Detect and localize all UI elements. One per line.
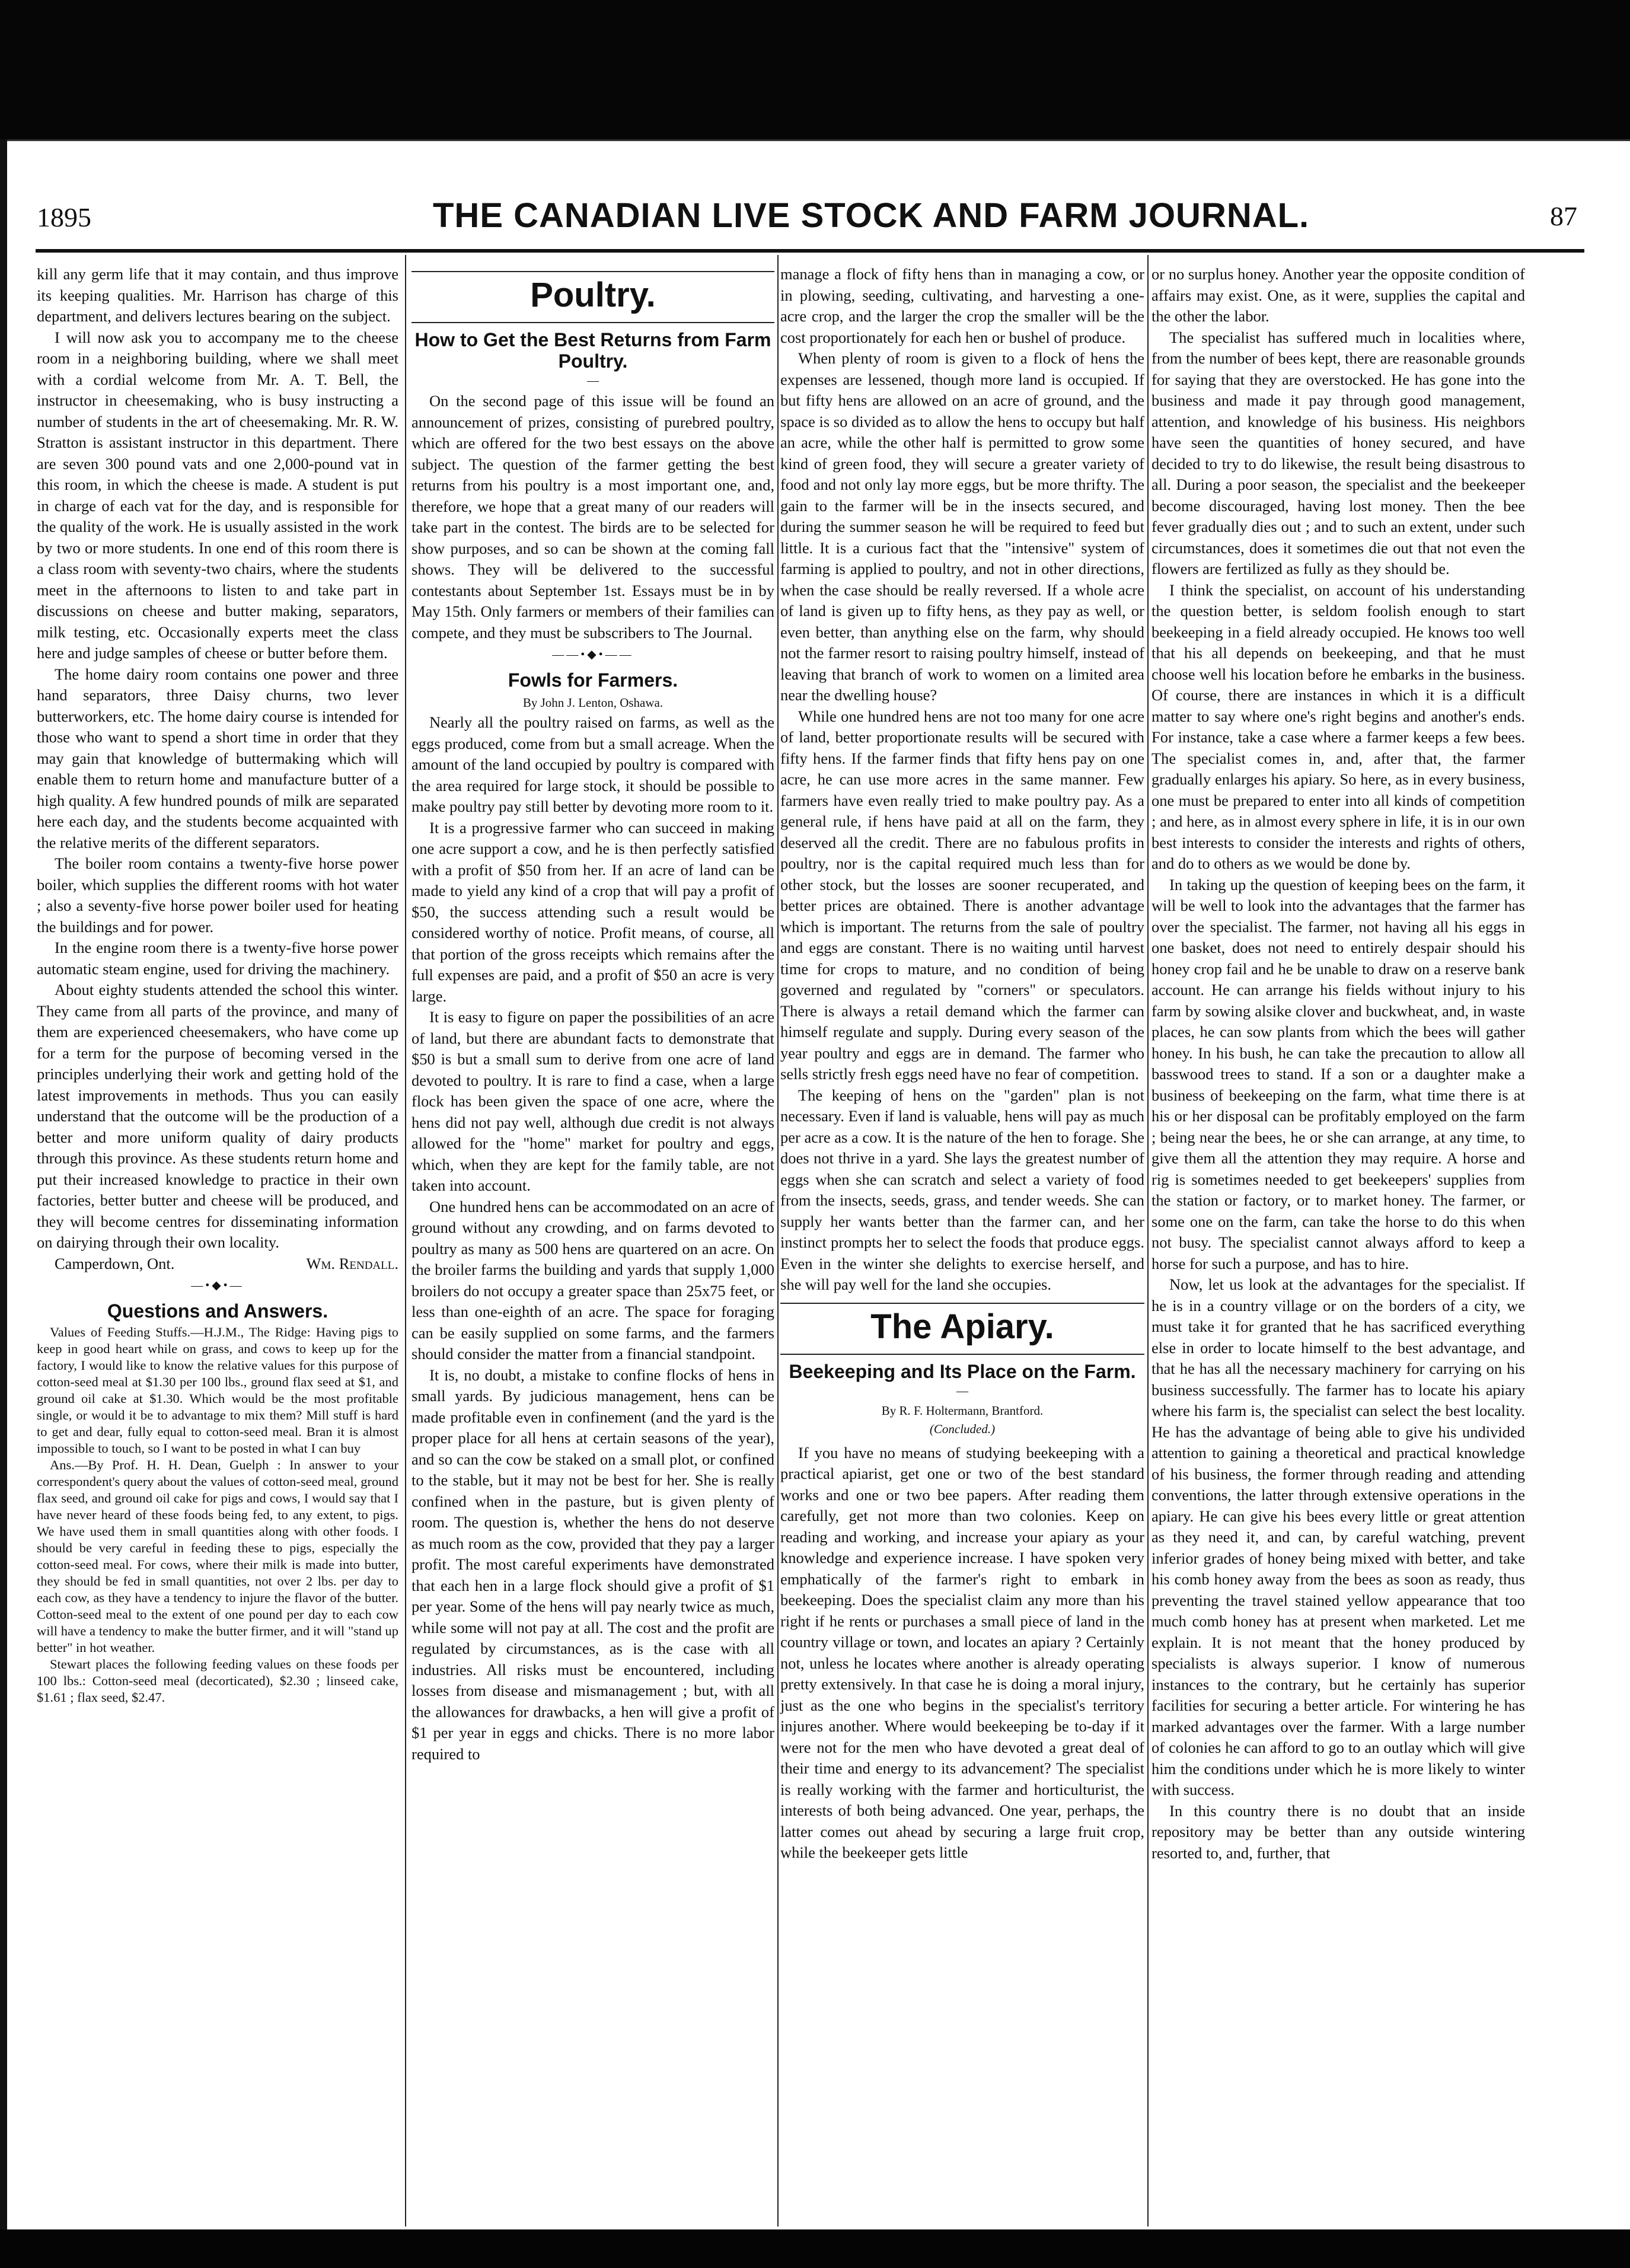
paragraph: While one hundred hens are not too many for one acre of land, better proportionate results will be secured with fifty hens. If the farmer finds that fifty hens pay on one acre, he can use more acres in the same manner. Few farmers have even really tried to make poultry pay. As a general rule, if hens have paid at all on the farm, they deserved all the credit. There are no fabulous profits in poultry, nor is the capital required much less than for other stock, but the losses are sooner recuperated, and better prices are obtained. There is another advantage which is important. The returns from the sale of poultry and eggs are constant. There is no waiting until harvest time for crops to mature, and no condition of being governed and regulated by "corners" or speculators. There is always a retail demand which the farmer can himself regulate and supply. During every season of the year poultry and eggs are in demand. The farmer who sells strictly fresh eggs need have no fear of competition.: [780, 707, 1144, 1083]
paragraph: kill any germ life that it may contain, and thus improve its keeping qualities. Mr. Harrison has charge of this department, and delivers lectures bearing on the subject.: [37, 265, 398, 325]
paragraph: In taking up the question of keeping bees on the farm, it will be well to look into the advantages that the farmer has over the specialist. The farmer, not having all his eggs in one basket, does not need to entirely despair should his honey crop fail and he be unable to draw on a reserve bank account. He can arrange his fields without injury to his farm by sowing alsike clover and buckwheat, and, in waste places, he can sow plants from which the bees will gather honey. In his bush, he can take the precaution to allow all basswood trees to stand. If a son or a daughter make a business of beekeeping on the farm, what time there is at his or her disposal can be profitably employed on the farm ; being near the bees, he or she can arrange, at any time, to give them all the attention they may require. A horse and rig is sometimes needed to get beekeepers' supplies from the station or factory, or to market honey. The farmer, or some one on the farm, can take the horse to do this when not busy. The specialist cannot always afford to keep a horse for such a purpose, and has to hire.: [1151, 875, 1525, 1272]
column-2: [412, 264, 774, 1765]
title-dash: —: [587, 374, 599, 387]
qa-answer: Stewart places the following feeding values on these foods per 100 lbs.: Cotton-seed meal (decorticated), $2.30 ; linseed cake, $1.61 ; flax seed, $2.47.: [37, 1657, 398, 1705]
column-rule: [1147, 255, 1149, 2226]
qa-heading: Questions and Answers.: [107, 1300, 328, 1322]
qa-answer: Ans.—By Prof. H. H. Dean, Guelph : In answer to your correspondent's query about the values of cotton-seed meal, ground flax seed, and ground oil cake for pigs and cows, I would say that I have never heard of these foods being fed, to any extent, to pigs. We have used them in small quantities along with other foods. I should be very careful in feeding these to pigs, especially the cotton-seed meal. For cows, where their milk is made into butter, they should be fed in small quantities, not over 2 lbs. per day to each cow, as they have a tendency to injure the flavor of the butter. Cotton-seed meal to the extent of one pound per day to each cow will have a tendency to make the butter firmer, and it will "stand up better" in hot weather.: [37, 1457, 398, 1655]
paragraph: One hundred hens can be accommodated on an acre of ground without any crowding, and on farms devoted to poultry as many as 500 hens are quartered on an acre. On the broiler farms the building and yards that supply 1,000 broilers do not occupy a greater space than 25x75 feet, or less than one-eighth of an acre. The space for foraging can be easily supplied on some farms, and the farmers should consider the matter from a financial standpoint.: [412, 1197, 774, 1363]
paragraph: It is a progressive farmer who can succeed in making one acre support a cow, and he is then perfectly satisfied with a profit of $50 from her. If an acre of land can be made to yield any kind of a crop that will pay a profit of $50, the success attending such a result would be considered worthy of notice. Profit means, of course, all that portion of the gross receipts which remains after the full expenses are paid, and a profit of $50 an acre is very large.: [412, 818, 774, 1005]
section-heading-apiary: The Apiary.: [870, 1307, 1054, 1346]
paragraph: The keeping of hens on the "garden" plan is not necessary. Even if land is valuable, hens will pay as much per acre as a cow. It is the nature of the hen to forage. She does not thrive in a yard. She lays the greatest number of eggs when she can scratch and select a variety of food from the insects, seeds, grass, and tender weeds. She can supply her wants better than the farmer can, and her instinct prompts her to select the foods that produce eggs. Even in the winter she delights to exercise herself, and she will pay well for the land she occupies.: [780, 1086, 1144, 1293]
scan-border-bottom: [0, 2229, 1630, 2268]
paragraph: It is easy to figure on paper the possibilities of an acre of land, but there are abundant facts to demonstrate that $50 is but a small sum to derive from one acre of land devoted to poultry. It is rare to find a case, when a large flock has been given the space of one acre, where the hens did not pay well, although due credit is not always allowed for the "home" market for poultry and eggs, which, when they are kept for the family table, are not taken into account.: [412, 1008, 774, 1194]
paragraph: If you have no means of studying beekeeping with a practical apiarist, get one or two of the best standard works and one or two bee papers. After reading them carefully, get not more than two colonies. Keep on reading and working, and increase your apiary as your knowledge and experience increase. I have spoken very emphatically of the farmer's right to embark in beekeeping. Does the specialist claim any more than his right if he rents or purchases a small piece of land in the country village or town, and locates an apiary ? Certainly not, unless he locates where another is already operating pretty extensively. In that case he is doing a moral injury, just as the one who begins in the specialist's territory injures another. Where would beekeeping be to-day if it were not for the men who have devoted a great deal of their time and energy to its advancement? The specialist is really working with the farmer and horticulturist, the interests of both being advanced. One year, perhaps, the latter comes out ahead by securing a large fruit crop, while the beekeeper gets little: [780, 1443, 1144, 1861]
column-1: [37, 264, 398, 1706]
column-rule: [405, 255, 406, 2226]
concluded-note: (Concluded.): [929, 1421, 996, 1436]
paragraph: manage a flock of fifty hens than in managing a cow, or in plowing, seeding, cultivating, and harvesting a one-acre crop, and the larger the crop the smaller will be the cost proportionately for each hen or bushel of produce.: [780, 265, 1144, 346]
column-rule: [777, 255, 779, 2226]
byline: By John J. Lenton, Oshawa.: [522, 696, 664, 710]
header-year: 1895: [37, 202, 91, 232]
signature-place: Camperdown, Ont.: [55, 1254, 175, 1272]
paragraph: I think the specialist, on account of his understanding the question better, is seldom foolish enough to start beekeeping in a field already occupied. He knows too well that his all depends on beekeeping, and that he must choose well his location before he embarks in the business. Of course, there are instances in which it is a difficult matter to say where one's right begins and another's ends. For instance, take a case where a farmer keeps a few bees. The specialist comes in, and, after that, the farmer gradually enlarges his apiary. So here, as in every business, one must be prepared to enter into all kinds of competition ; and here, as in almost every sphere in life, it is in our own best interests to consider the interests and rights of others, and do to others as we would be done by.: [1151, 580, 1525, 872]
paragraph: I will now ask you to accompany me to the cheese room in a neighboring building, where we shall meet with a cordial welcome from Mr. A. T. Bell, the instructor in cheesemaking, who is busy instructing a number of students in the art of cheesemaking. Mr. R. W. Stratton is assistant instructor in this department. There are seven 300 pound vats and one 2,000-pound vat in this room, in which the cheese is made. A student is put in charge of each vat for the day, and is responsible for the quality of the work. He is usually assisted in the work by two or more students. In one end of this room there is a class room with seventy-two chairs, where the students meet in the afternoons to listen to and take part in discussions on cheese and butter making, separators, milk testing, etc. Occasionally experts meet the class here and judge samples of cheese or butter before them.: [37, 328, 398, 662]
paragraph: The home dairy room contains one power and three hand separators, three Daisy churns, two lever butterworkers, etc. The home dairy course is intended for those who want to spend a short time in order that they may gain that knowledge of buttermaking which will enable them to return home and manufacture butter of a high quality. A few hundred pounds of milk are separated here each day, and the students become acquainted with the relative merits of the different separators.: [37, 665, 398, 851]
title-dash: —: [956, 1384, 968, 1398]
paragraph: It is, no doubt, a mistake to confine flocks of hens in small yards. By judicious management, hens can be made profitable even in confinement (and the yard is the proper place for all hens at certain seasons of the year), and so can the cow be staked on a small plot, or confined to the stable, but it may not be best for her. She is really confined when in the pasture, but is given plenty of room. The question is, whether the hens do not deserve as much room as the cow, provided that they pay a larger profit. The most careful experiments have demonstrated that each hen in a large flock should give a profit of $1 per year. Some of the hens will pay nearly twice as much, while some will not pay at all. The cost and the profit are regulated by circumstances, as is the case with all industries. All risks must be encountered, including losses from disease and mismanagement ; but, with all the allowances for drawbacks, a hen will give a profit of $1 per year in eggs and chicks. There is no more labor required to: [412, 1366, 774, 1763]
paragraph: When plenty of room is given to a flock of hens the expenses are lessened, though more land is occupied. If but fifty hens are allowed on an acre of ground, and the space is so divided as to allow the hens to occupy but half an acre, while the other half is permitted to grow some kind of green food, they will secure a greater variety of food and not only lay more eggs, but be more thrifty. The gain to the farmer will be in the insects secured, and during the summer season he will be required to feed but little. It is a curious fact that the "intensive" system of farming is applied to poultry, and not in other directions, when the case should be really reversed. If a whole acre of land is given up to fifty hens, as they pay as well, or even better, than anything else on the farm, why should not the farmer resort to raising poultry himself, instead of leaving that branch of work to women on a limited area near the dwelling house?: [780, 349, 1144, 704]
article-title: How to Get the Best Returns from Farm Poultry.: [414, 329, 771, 372]
byline: By R. F. Holtermann, Brantford.: [881, 1403, 1044, 1418]
paragraph: Now, let us look at the advantages for the specialist. If he is in a country village or on the borders of a city, we must take it for granted that he has sacrificed everything else in order to locate himself to the best advantage, and that he has all the necessary machinery for carrying on his business successfully. The farmer has to locate his apiary where his farm is, the specialist can select the best locality. He has the advantage of being able to give his undivided attention to gaining a theoretical and practical knowledge of his business, the former through reading and attending conventions, the latter through extensive operations in the apiary. He can give his bees every little or great attention as they need it, and can, by careful watching, prevent inferior grades of honey being mixed with better, and take his comb honey away from the bees as soon as ready, thus preventing the travel stained yellow appearance that too much comb honey has at present when marketed. Let me explain. It is not meant that the honey produced by specialists is always superior. I know of numerous instances to the contrary, but he certainly has superior facilities for securing a better article. For wintering he has marked advantages over the farmer. With a large number of colonies he can afford to go to an outlay which will give him the conditions under which he is more likely to winter with success.: [1151, 1275, 1525, 1798]
ornament-divider: ——•◆•——: [552, 648, 634, 661]
qa-body: [37, 1324, 398, 1706]
scan-border-left: [0, 139, 7, 2268]
paragraph: About eighty students attended the school this winter. They came from all parts of the province, and many of them are experienced cheesemakers, who have come up for a term for the purpose of becoming versed in the principles underlying their work and getting hold of the latest improvements in methods. Thus you can easily understand that the outcome will be the production of a better and more uniform quality of dairy products through this province. As these students return home and put their increased knowledge to practice in their own factories, better butter and cheese will be produced, and they will become centres for disseminating information on dairying through their own locality.: [37, 981, 398, 1251]
section-box: [780, 1303, 1144, 1355]
article-title: Fowls for Farmers.: [508, 669, 678, 691]
section-heading-poultry: Poultry.: [530, 276, 656, 314]
column-3: [780, 264, 1144, 1864]
paragraph: Nearly all the poultry raised on farms, as well as the eggs produced, come from but a small acreage. When the amount of the land occupied by poultry is compared with the area required for large stock, it should be possible to make poultry pay still better by devoting more room to it.: [412, 713, 774, 815]
paragraph: The specialist has suffered much in localities where, from the number of bees kept, there are reasonable grounds for saying that they are overstocked. He has gone into the business and made it pay through good management, attention, and knowledge of his business. His neighbors have seen the quantities of honey secured, and have decided to try to do likewise, the result being disastrous to all. During a poor season, the specialist and the beekeeper become discouraged, having lost money. Then the bee fever gradually dies out ; and to such an extent, under such circumstances, does it sometimes die out that not even the flowers are fertilized as fully as they should be.: [1151, 328, 1525, 578]
paragraph: In the engine room there is a twenty-five horse power automatic steam engine, used for driving the machinery.: [37, 939, 398, 978]
qa-question: Values of Feeding Stuffs.—H.J.M., The Ridge: Having pigs to keep in good heart while on grass, and cows to keep up for the factory, I would like to know the relative values for this purpose of cotton-seed meal at $1.30 per 100 lbs., ground flax seed at $1, and ground oil cake at $1.30. Which would be the most profitable single, or would it be to advantage to mix them? Mill stuff is hard to get and dear, fully equal to cotton-seed meal. Bran it is almost impossible to touch, so I want to be posted in what I can buy: [37, 1325, 398, 1456]
paragraph: The boiler room contains a twenty-five horse power boiler, which supplies the different rooms with hot water ; also a seventy-five horse power boiler used for heating the buildings and for power.: [37, 854, 398, 936]
article-title: Beekeeping and Its Place on the Farm.: [789, 1360, 1136, 1382]
signature-name: Wm. Rendall.: [306, 1254, 398, 1272]
signature-line: [37, 1253, 398, 1275]
paragraph: or no surplus honey. Another year the opposite condition of affairs may exist. One, as it were, supplies the capital and the other the labor.: [1151, 265, 1525, 325]
page-number: 87: [1550, 201, 1577, 231]
paragraph: On the second page of this issue will be found an announcement of prizes, consisting of purebred poultry, which are offered for the two best essays on the above subject. The question of the farmer getting the best returns from his poultry is a most important one, and, therefore, we hope that a great many of our readers will take part in the contest. The birds are to be selected for show purposes, and so can be shown at the coming fall shows. They will be delivered to the successful contestants about September 1st. Essays must be in by May 15th. Only farmers or members of their families can compete, and they must be subscribers to The Journal.: [412, 392, 774, 642]
paragraph: In this country there is no doubt that an inside repository may be better than any outside wintering resorted to, and, further, that: [1151, 1801, 1525, 1862]
scan-border-top: [0, 0, 1630, 139]
ornament-divider: —•◆•—: [191, 1279, 244, 1292]
section-box: [412, 271, 774, 323]
header-rule: [36, 249, 1584, 253]
column-4: [1151, 264, 1525, 1864]
journal-title: THE CANADIAN LIVE STOCK AND FARM JOURNAL.: [433, 196, 1310, 235]
